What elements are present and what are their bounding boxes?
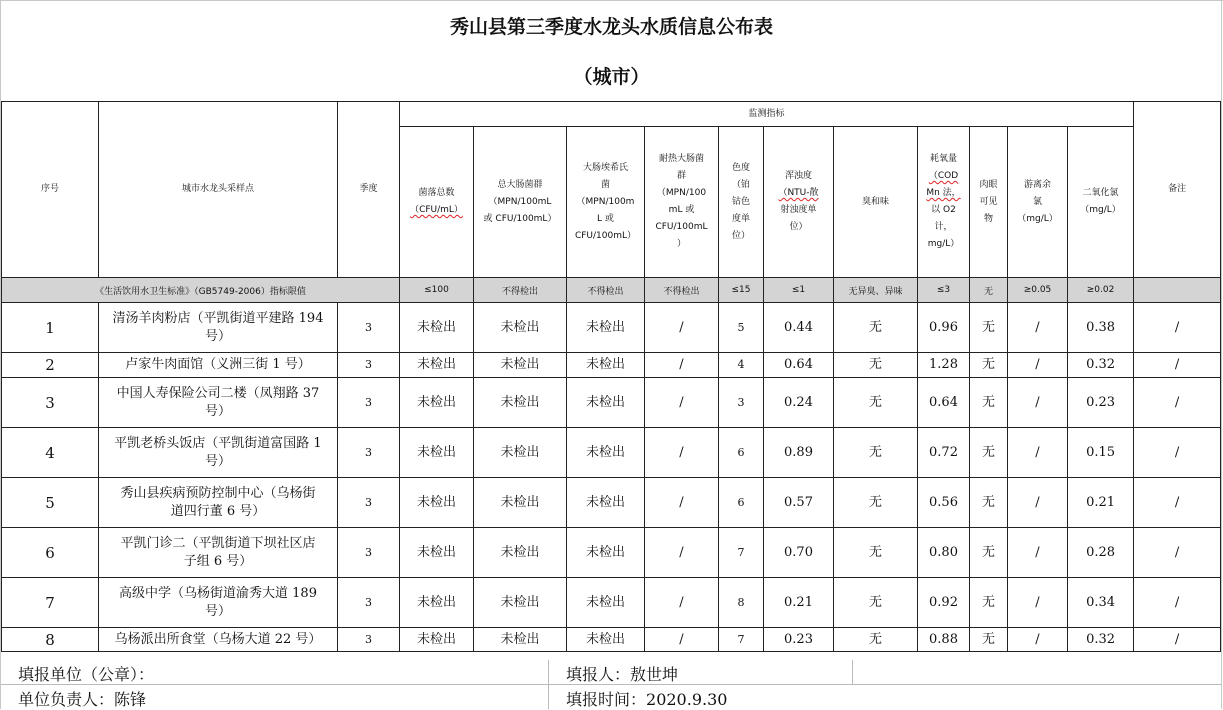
row-cell: 6: [719, 428, 764, 478]
limit-value: ≤15: [719, 278, 764, 303]
row-cell: 7: [719, 628, 764, 652]
row-location: 平凯门诊二（平凯街道下坝社区店 子组 6 号）: [99, 528, 338, 578]
row-index: 7: [2, 578, 99, 628]
row-location: 清汤羊肉粉店（平凯街道平建路 194 号）: [99, 303, 338, 353]
row-location: 平凯老桥头饭店（平凯街道富国路 1 号）: [99, 428, 338, 478]
row-cell: 无: [834, 578, 918, 628]
row-cell: 0.89: [764, 428, 834, 478]
row-cell: /: [1008, 478, 1068, 528]
row-cell: /: [1134, 528, 1221, 578]
row-cell: /: [1008, 628, 1068, 652]
row-cell: 无: [970, 353, 1008, 378]
row-season: 3: [338, 628, 400, 652]
row-cell: 7: [719, 528, 764, 578]
row-cell: 4: [719, 353, 764, 378]
row-cell: 0.23: [764, 628, 834, 652]
row-cell: 无: [834, 478, 918, 528]
row-cell: 0.70: [764, 528, 834, 578]
row-cell: 无: [834, 428, 918, 478]
row-cell: 无: [970, 578, 1008, 628]
row-cell: 0.64: [764, 353, 834, 378]
table-row: [2, 378, 1221, 428]
row-cell: 3: [719, 378, 764, 428]
row-cell: 未检出: [474, 578, 567, 628]
row-index: 1: [2, 303, 99, 353]
row-cell: 无: [970, 378, 1008, 428]
row-cell: 未检出: [567, 528, 645, 578]
limit-value: 无: [970, 278, 1008, 303]
header-thermotolerant-coliform: 耐热大肠菌 群 （MPN/100 mL 或 CFU/100mL ）: [645, 127, 719, 278]
border-top: [0, 0, 1223, 1]
row-cell: 0.32: [1068, 628, 1134, 652]
row-cell: 0.21: [1068, 478, 1134, 528]
row-cell: 0.24: [764, 378, 834, 428]
row-cell: /: [1008, 428, 1068, 478]
row-cell: 0.38: [1068, 303, 1134, 353]
header-visible-matter: 肉眼 可见 物: [970, 127, 1008, 278]
row-cell: 无: [834, 378, 918, 428]
limit-value: 不得检出: [567, 278, 645, 303]
row-cell: 无: [970, 528, 1008, 578]
row-cell: 未检出: [567, 378, 645, 428]
row-cell: 1.28: [918, 353, 970, 378]
table-row: [2, 528, 1221, 578]
row-cell: /: [645, 303, 719, 353]
row-location: 秀山县疾病预防控制中心（乌杨街 道四行董 6 号）: [99, 478, 338, 528]
limit-value: ≤1: [764, 278, 834, 303]
table-row: [2, 353, 1221, 378]
row-cell: 未检出: [474, 303, 567, 353]
row-cell: 未检出: [400, 428, 474, 478]
header-turbidity: 浑浊度 （NTU-散 射浊度单 位）: [764, 127, 834, 278]
row-cell: 0.92: [918, 578, 970, 628]
header-total-coliform: 总大肠菌群 （MPN/100mL 或 CFU/100mL）: [474, 127, 567, 278]
row-index: 4: [2, 428, 99, 478]
limit-value: 不得检出: [474, 278, 567, 303]
header-oxygen-consumption: 耗氧量 （COD Mn 法， 以 O2 计， mg/L）: [918, 127, 970, 278]
row-cell: 未检出: [400, 378, 474, 428]
footer-date: 填报时间：2020.9.30: [566, 690, 728, 709]
row-season: 3: [338, 478, 400, 528]
limits-row: [2, 278, 1221, 303]
row-cell: /: [1134, 303, 1221, 353]
row-cell: /: [1008, 528, 1068, 578]
row-cell: 0.80: [918, 528, 970, 578]
row-cell: 未检出: [400, 528, 474, 578]
header-seq: 序号: [2, 102, 99, 278]
row-cell: 0.88: [918, 628, 970, 652]
footer-unit-label: 填报单位（公章）：: [18, 665, 155, 684]
row-cell: 未检出: [474, 353, 567, 378]
row-cell: 无: [834, 528, 918, 578]
row-cell: 未检出: [567, 353, 645, 378]
water-quality-table: [1, 101, 1221, 652]
row-cell: /: [645, 628, 719, 652]
row-location: 中国人寿保险公司二楼（凤翔路 37 号）: [99, 378, 338, 428]
limit-value: 不得检出: [645, 278, 719, 303]
row-cell: /: [1134, 428, 1221, 478]
table-row: [2, 303, 1221, 353]
page-title: 秀山县第三季度水龙头水质信息公布表: [449, 16, 773, 38]
row-cell: 0.72: [918, 428, 970, 478]
row-cell: /: [645, 428, 719, 478]
header-remark: 备注: [1134, 102, 1221, 278]
row-cell: 未检出: [474, 378, 567, 428]
row-season: 3: [338, 428, 400, 478]
row-cell: 无: [970, 428, 1008, 478]
row-index: 5: [2, 478, 99, 528]
row-index: 3: [2, 378, 99, 428]
row-cell: 未检出: [567, 628, 645, 652]
page-subtitle: （城市）: [573, 66, 650, 88]
header-total-bacteria: 菌落总数 （CFU/mL）: [400, 127, 474, 278]
row-cell: 6: [719, 478, 764, 528]
row-cell: /: [1008, 378, 1068, 428]
table-row: [2, 578, 1221, 628]
row-cell: /: [1008, 353, 1068, 378]
table-row: [2, 628, 1221, 652]
row-cell: 8: [719, 578, 764, 628]
row-cell: 0.15: [1068, 428, 1134, 478]
row-cell: /: [1008, 578, 1068, 628]
row-cell: 未检出: [567, 478, 645, 528]
row-cell: 0.34: [1068, 578, 1134, 628]
row-cell: 未检出: [567, 428, 645, 478]
row-cell: 0.23: [1068, 378, 1134, 428]
row-cell: /: [1008, 303, 1068, 353]
row-index: 2: [2, 353, 99, 378]
row-season: 3: [338, 303, 400, 353]
limit-value: ≥0.05: [1008, 278, 1068, 303]
row-cell: /: [645, 578, 719, 628]
header-color: 色度 （铂 钴色 度单 位）: [719, 127, 764, 278]
row-cell: 无: [834, 303, 918, 353]
table-row: [2, 428, 1221, 478]
row-season: 3: [338, 578, 400, 628]
row-cell: 未检出: [400, 353, 474, 378]
row-cell: 未检出: [400, 478, 474, 528]
row-cell: 0.64: [918, 378, 970, 428]
row-cell: 无: [970, 478, 1008, 528]
row-cell: /: [1134, 578, 1221, 628]
row-cell: /: [1134, 378, 1221, 428]
footer-divider: [852, 660, 853, 684]
row-cell: 未检出: [474, 528, 567, 578]
row-cell: 无: [834, 353, 918, 378]
header-location: 城市水龙头采样点: [99, 102, 338, 278]
row-cell: 0.56: [918, 478, 970, 528]
row-cell: 无: [970, 303, 1008, 353]
limit-value: ≤3: [918, 278, 970, 303]
limit-value-empty: [1134, 278, 1221, 303]
row-cell: 未检出: [474, 478, 567, 528]
row-cell: 未检出: [567, 303, 645, 353]
row-cell: 无: [834, 628, 918, 652]
table-row: [2, 478, 1221, 528]
row-location: 卢家牛肉面馆（义洲三街 1 号）: [99, 353, 338, 378]
row-location: 乌杨派出所食堂（乌杨大道 22 号）: [99, 628, 338, 652]
header-season: 季度: [338, 102, 400, 278]
limit-value: ≥0.02: [1068, 278, 1134, 303]
row-cell: 0.32: [1068, 353, 1134, 378]
row-location: 高级中学（乌杨街道渝秀大道 189 号）: [99, 578, 338, 628]
row-cell: 未检出: [400, 303, 474, 353]
row-cell: /: [645, 528, 719, 578]
row-cell: 未检出: [400, 578, 474, 628]
limits-label: 《生活饮用水卫生标准》（GB5749-2006）指标限值: [2, 278, 400, 303]
header-monitor-group: 监测指标: [400, 102, 1134, 127]
row-cell: /: [645, 353, 719, 378]
header-chlorine-dioxide: 二氧化氯 （mg/L）: [1068, 127, 1134, 278]
row-cell: 未检出: [567, 578, 645, 628]
row-cell: 0.21: [764, 578, 834, 628]
header-ecoli: 大肠埃希氏 菌 （MPN/100m L 或 CFU/100mL）: [567, 127, 645, 278]
row-cell: 未检出: [400, 628, 474, 652]
header-odor-taste: 臭和味: [834, 127, 918, 278]
row-cell: 无: [970, 628, 1008, 652]
row-cell: 0.96: [918, 303, 970, 353]
row-index: 8: [2, 628, 99, 652]
row-season: 3: [338, 528, 400, 578]
row-cell: /: [645, 378, 719, 428]
row-cell: 未检出: [474, 628, 567, 652]
row-season: 3: [338, 378, 400, 428]
row-cell: /: [645, 478, 719, 528]
footer-reporter: 填报人：敖世坤: [566, 665, 679, 684]
row-cell: 0.44: [764, 303, 834, 353]
row-cell: 未检出: [474, 428, 567, 478]
limit-value: 无异臭、异味: [834, 278, 918, 303]
header-free-chlorine: 游离余 氯 （mg/L）: [1008, 127, 1068, 278]
row-cell: 0.57: [764, 478, 834, 528]
border-right: [1221, 0, 1222, 709]
row-season: 3: [338, 353, 400, 378]
row-cell: /: [1134, 353, 1221, 378]
row-cell: /: [1134, 628, 1221, 652]
row-cell: 5: [719, 303, 764, 353]
row-cell: /: [1134, 478, 1221, 528]
row-cell: 0.28: [1068, 528, 1134, 578]
header-row-group: [2, 102, 1221, 127]
footer-leader: 单位负责人：陈锋: [18, 690, 147, 709]
row-index: 6: [2, 528, 99, 578]
limit-value: ≤100: [400, 278, 474, 303]
